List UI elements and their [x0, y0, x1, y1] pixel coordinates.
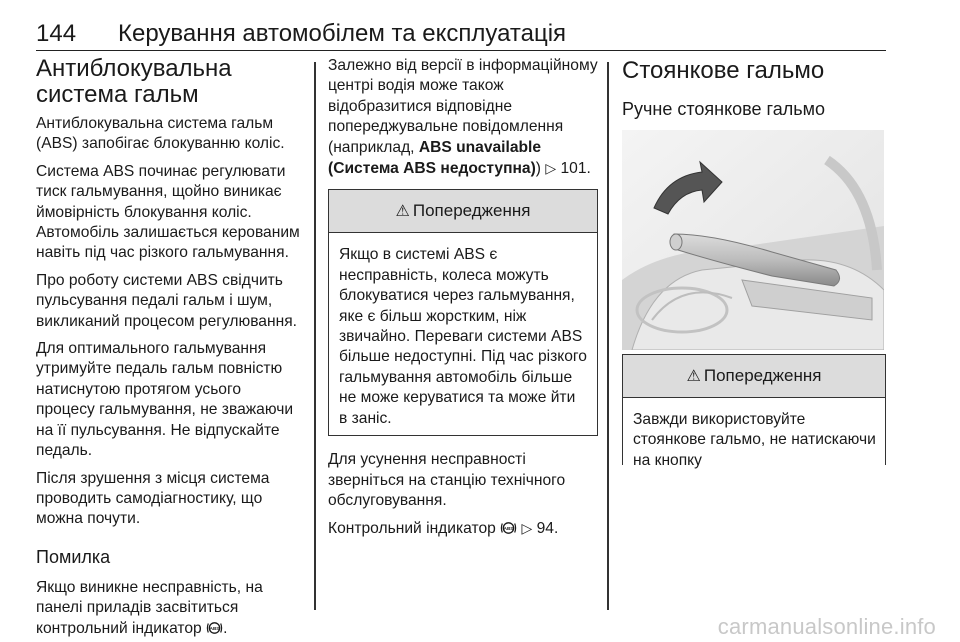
page-reference[interactable]: 94. [536, 520, 559, 538]
paragraph: Після зрушення з місця система проводить самодіагностику, що можна почути. [36, 469, 270, 528]
paragraph: Для оптимального гальмування утримуйте педаль гальм повністю натиснутою протягом усього процесу гальмування, не зважаючи на її пульсування. Не відпускайте педаль. [36, 340, 294, 460]
warning-box [622, 354, 886, 469]
paragraph: Система ABS починає регулювати тиск гальмування, щойно виникає ймовірність блокування коліс. Автомобіль залишається керованим навіть під час різкого гальмування. [36, 162, 300, 262]
warning-title: Попередження [703, 366, 822, 385]
svg-text:ABS: ABS [503, 526, 514, 532]
warning-body [623, 398, 885, 471]
section-heading-parking-brake: Стоянкове гальмо [622, 57, 825, 84]
paragraph [36, 578, 304, 641]
section-heading-abs: Антиблокувальна система гальм [36, 55, 232, 108]
warning-triangle-icon: ⚠ [686, 368, 701, 385]
paragraph [328, 518, 598, 541]
running-title: Керування автомобілем та експлуатація [118, 20, 567, 47]
page-header [36, 10, 886, 51]
page-number: 144 [36, 20, 77, 47]
column-parking-brake [622, 56, 887, 469]
warning-header [329, 190, 597, 233]
column-divider [314, 62, 316, 610]
paragraph [328, 56, 598, 179]
paragraph-text: Контрольний індикатор [328, 520, 496, 538]
subheading-manual-parking-brake: Ручне стоянкове гальмо [622, 99, 825, 119]
paragraph: Антиблокувальна система гальм (ABS) запобігає блокуванню коліс. [36, 115, 285, 153]
paragraph-end: . [223, 619, 228, 637]
subheading-fault: Помилка [36, 546, 111, 567]
column-divider [607, 62, 609, 610]
message-text: ABS unavailable (Система ABS недоступна) [328, 138, 542, 178]
column-abs-continued [328, 56, 598, 616]
reference-arrow-icon: ▷ [545, 160, 557, 177]
warning-triangle-icon: ⚠ [395, 203, 410, 221]
paragraph: Для усунення несправності зверніться на станцію технічного обслуговування. [328, 451, 566, 509]
page-reference[interactable]: 101. [560, 160, 591, 178]
abs-indicator-icon [206, 621, 223, 641]
column-abs [36, 55, 304, 637]
warning-text: Якщо в системі ABS є несправність, колеса можуть блокуватися через гальмування, яке є більш жорстким, ніж звичайно. Переваги системи ABS більше недоступні. Під час різкого гальмування автомобіль більше не може керуватися та може йти в заніс. [339, 246, 587, 427]
warning-box [328, 189, 598, 436]
warning-title: Попередження [412, 201, 531, 221]
paragraph-text: Залежно від версії в інформаційному центрі водія може також відобразитися відповідне попереджувальне повідомлення (наприклад, [328, 57, 598, 156]
warning-header [623, 355, 885, 398]
parking-brake-illustration [622, 130, 884, 350]
warning-body [329, 233, 597, 435]
paragraph: Про роботу системи ABS свідчить пульсування педалі гальм і шум, викликаний процесом регулювання. [36, 271, 297, 330]
svg-text:ABS: ABS [209, 625, 220, 631]
abs-indicator-icon [500, 521, 517, 541]
reference-arrow-icon: ▷ [521, 520, 533, 537]
watermark: carmanualsonline.info [717, 614, 936, 639]
paragraph-text: Якщо виникне несправність, на панелі приладів засвітиться контрольний індикатор [36, 578, 263, 637]
paragraph-text: ) [535, 160, 541, 178]
warning-text: Завжди використовуйте стоянкове гальмо, не натискаючи на кнопку [633, 411, 876, 469]
